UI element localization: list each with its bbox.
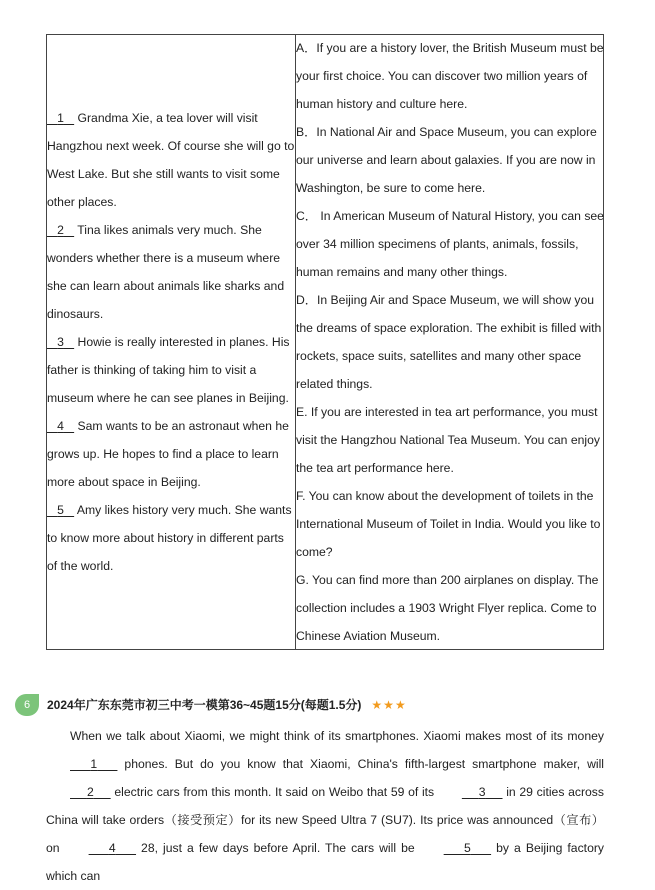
person-item-4: 4 Sam wants to be an astronaut when he grows up. He hopes to find a place to learn more about space in Beijing.: [47, 412, 295, 496]
question-title: 2024年广东东莞市初三中考一模第36~45题15分(每题1.5分) ★★★: [47, 698, 407, 712]
cloze-blank-3[interactable]: 3: [478, 785, 486, 799]
cloze-blank-2[interactable]: 2: [86, 785, 94, 799]
answer-blank-5[interactable]: 5: [57, 503, 64, 517]
cloze-blank-4[interactable]: 4: [108, 841, 116, 855]
option-f: F. You can know about the development of toilets in the International Museum of Toilet in India. Would you like to come?: [296, 489, 601, 559]
cloze-blank-5[interactable]: 5: [463, 841, 471, 855]
difficulty-stars: ★★★: [371, 698, 407, 712]
option-e: E. If you are interested in tea art performance, you must visit the Hangzhou National Tea Museum. You can enjoy the tea art performance here.: [296, 405, 600, 475]
person-item-2: 2 Tina likes animals very much. She wonders whether there is a museum where she can learn about animals like sharks and dinosaurs.: [47, 216, 295, 328]
option-g: G. You can find more than 200 airplanes on display. The collection includes a 1903 Wright Flyer replica. Come to Chinese Aviation Museum.: [296, 573, 599, 643]
option-c: C． In American Museum of Natural History, you can see over 34 million specimens of plants, animals, fossils, human remains and many other things.: [296, 209, 604, 279]
option-a: A．If you are a history lover, the British Museum must be your first choice. You can discover two million years of human history and culture here.: [296, 41, 604, 111]
cloze-blank-1[interactable]: 1: [90, 757, 98, 771]
answer-blank-4[interactable]: 4: [57, 419, 64, 433]
person-item-1: 1 Grandma Xie, a tea lover will visit Hangzhou next week. Of course she will go to West Lake. But she still wants to visit some other places.: [47, 104, 295, 216]
option-b: B．In National Air and Space Museum, you can explore our universe and learn about galaxies. If you are now in Washington, be sure to come here.: [296, 125, 597, 195]
answer-blank-2[interactable]: 2: [57, 223, 64, 237]
cloze-passage: When we talk about Xiaomi, we might think of its smartphones. Xiaomi makes most of its money 1 phones. But do you know that Xiaomi, China's fifth-largest smartphone maker, will 2 electric cars from this month. It said on Weibo that 59 of its 3 in 29 cities across China will take orders（接受预定）for its new Speed Ultra 7 (SU7). Its price was announced（宣布）on 4 28, just a few days before April. The cars will be 5 by a Beijing factory which can: [46, 729, 605, 883]
answer-blank-3[interactable]: 3: [57, 335, 64, 349]
answer-blank-1[interactable]: 1: [57, 111, 64, 125]
person-item-3: 3 Howie is really interested in planes. His father is thinking of taking him to visit a museum where he can see planes in Beijing.: [47, 328, 295, 412]
museum-options-column: [296, 34, 604, 650]
option-d: D．In Beijing Air and Space Museum, we will show you the dreams of space exploration. The exhibit is filled with rockets, space suits, satellites and many other space related things.: [296, 293, 602, 391]
people-column: [47, 104, 295, 580]
question-number-badge: 6: [15, 694, 39, 716]
person-item-5: 5 Amy likes history very much. She wants to know more about history in different parts of the world.: [47, 496, 295, 580]
